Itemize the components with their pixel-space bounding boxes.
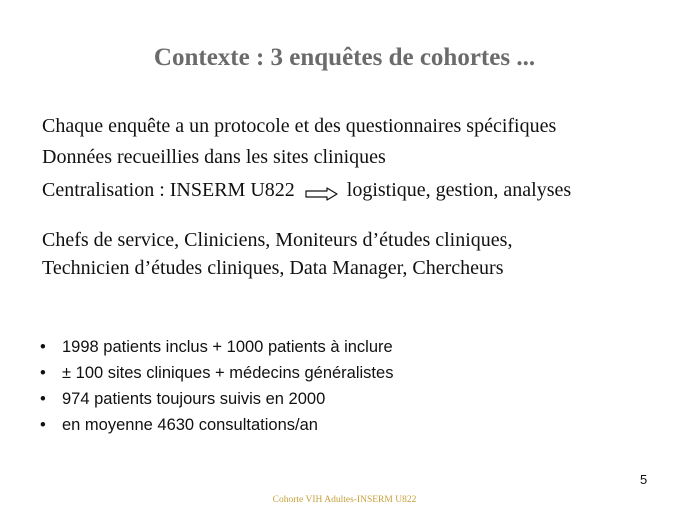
text-line-staff-2: Technicien d’études cliniques, Data Manager, Chercheurs [42,257,504,279]
bullet-list [40,334,393,438]
text-line-data-collection: Données recueillies dans les sites cliniques [42,146,386,168]
bullet-text: ± 100 sites cliniques + médecins généralistes [62,364,394,382]
bullet-item [40,360,393,386]
bullet-item [40,334,393,360]
centralisation-label: Centralisation : INSERM U822 [42,179,295,201]
bullet-icon: • [40,390,46,408]
bullet-item [40,412,393,438]
slide-title: Contexte : 3 enquêtes de cohortes ... [153,44,536,71]
bullet-text: 1998 patients inclus + 1000 patients à inclure [62,338,393,356]
page-number: 5 [640,472,648,487]
centralisation-tasks: logistique, gestion, analyses [346,179,572,201]
text-line-protocol: Chaque enquête a un protocole et des questionnaires spécifiques [42,115,557,137]
bullet-icon: • [40,338,46,356]
right-arrow-icon [305,184,339,198]
text-line-staff-1: Chefs de service, Cliniciens, Moniteurs d’études cliniques, [42,229,513,251]
bullet-icon: • [40,416,46,434]
bullet-text: en moyenne 4630 consultations/an [62,416,318,434]
bullet-text: 974 patients toujours suivis en 2000 [62,390,326,408]
footer-text: Cohorte VIH Adultes-INSERM U822 [272,495,417,505]
bullet-item [40,386,393,412]
bullet-icon: • [40,364,46,382]
text-line-centralisation [42,179,571,202]
